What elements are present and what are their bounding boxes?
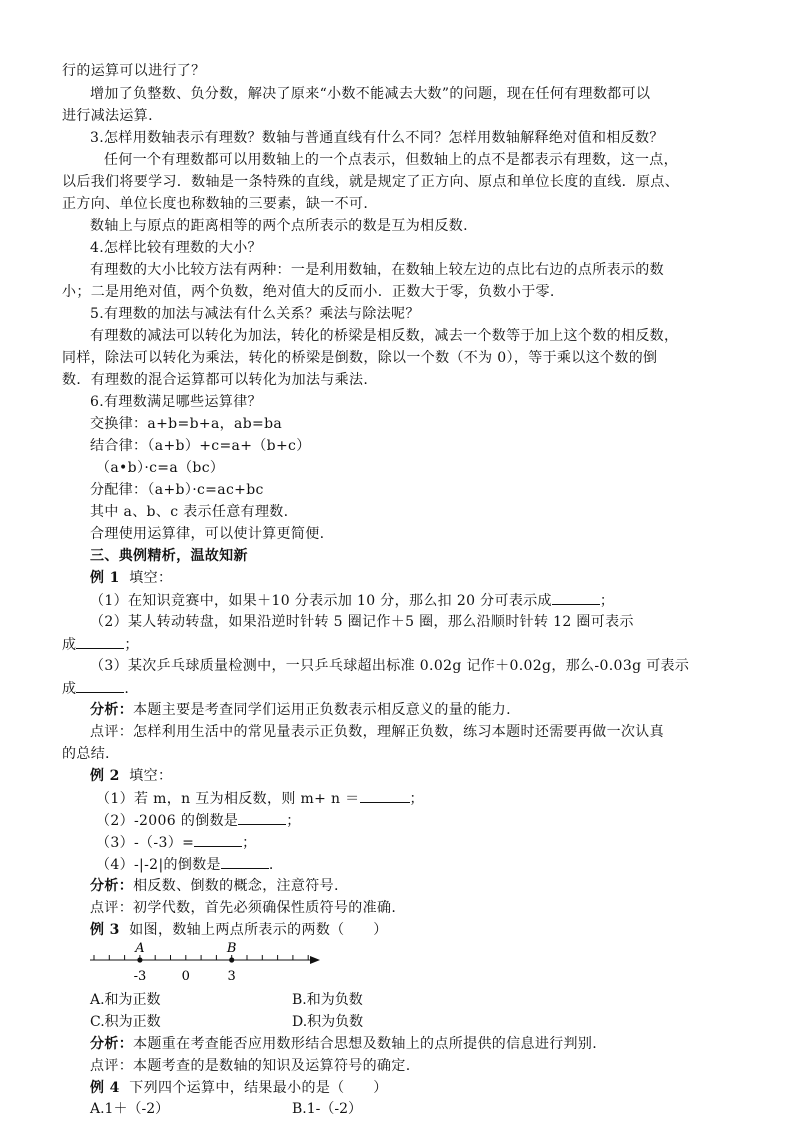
example-1-item-3: （3）某次乒乓球质量检测中，一只乒乓球超出标准 0.02g 记作＋0.02g，那么-0.03g 可表示 (90, 658, 690, 674)
question-5: 5.有理数的加法与减法有什么关系？乘法与除法呢？ (90, 306, 420, 322)
analysis-label: 分析： (90, 878, 134, 894)
item-text: 成 (62, 637, 77, 653)
section-heading: 三、典例精析，温故知新 (90, 548, 248, 564)
item-punct: . (268, 857, 274, 873)
example-1-item-3-cont (62, 678, 129, 699)
example-4-heading (90, 1078, 388, 1098)
point-a (137, 957, 142, 962)
item-text: 成 (62, 681, 77, 697)
example-2-heading (90, 766, 172, 786)
item-text: （3）-（-3）= (96, 835, 195, 851)
text-line: 同样，除法可以转化为乘法，转化的桥梁是倒数，除以一个数（不为 0），等于乘以这个数的倒 (62, 350, 658, 366)
example-1-comment: 点评：怎样利用生活中的常见量表示正负数，理解正负数，练习本题时还需要再做一次认真 (90, 724, 664, 740)
item-punct: ； (286, 813, 301, 829)
tick-label-0: 0 (181, 969, 190, 984)
item-text: （2）-2006 的倒数是 (96, 813, 239, 829)
example-1-item-2: （2）某人转动转盘，如果沿逆时针转 5 圈记作＋5 圈，那么沿顺时针转 12 圈可表示 (90, 614, 634, 630)
item-text: （4）-|-2|的倒数是 (96, 857, 221, 873)
question-3: 3.怎样用数轴表示有理数？数轴与普通直线有什么不同？怎样用数轴解释绝对值和相反数？ (90, 130, 664, 146)
item-punct: ； (599, 593, 615, 609)
example-1-comment-cont: 的总结. (62, 746, 110, 762)
text-line: 正方向、单位长度也称数轴的三要素，缺一不可. (62, 196, 369, 212)
answer-blank[interactable] (76, 678, 124, 693)
point-b-label: B (226, 941, 237, 956)
analysis-label: 分析： (90, 702, 134, 718)
text-line: 行的运算可以进行了？ (62, 63, 206, 79)
example-prompt: 填空： (129, 768, 173, 784)
example-prompt: 填空： (129, 570, 173, 586)
point-b (229, 957, 234, 962)
ex4-option-a[interactable]: A.1＋（-2） (90, 1101, 170, 1117)
option-d[interactable]: D.积为负数 (292, 1014, 364, 1030)
example-2-item-2 (96, 810, 301, 831)
text-line: 其中 a、b、c 表示任意有理数. (90, 504, 289, 520)
item-punct: ； (409, 791, 424, 807)
item-text: （1）若 m，n 互为相反数，则 m+ n ＝ (96, 791, 360, 807)
answer-blank[interactable] (76, 634, 124, 649)
item-punct: ； (242, 835, 257, 851)
answer-blank[interactable] (238, 810, 286, 825)
example-2-comment: 点评：初学代数，首先必须确保性质符号的准确. (90, 900, 397, 916)
item-text: （1）在知识竞赛中，如果＋10 分表示加 10 分，那么扣 20 分可表示成 (90, 593, 552, 609)
answer-blank[interactable] (221, 854, 269, 869)
item-punct: . (124, 681, 130, 697)
law-associative-mult: （a•b）·c=a（bc） (96, 460, 225, 476)
ex4-option-b[interactable]: B.1-（-2） (292, 1101, 363, 1117)
text-line: 进行减法运算. (62, 108, 153, 124)
text-line: 增加了负整数、负分数，解决了原来“小数不能减去大数”的问题，现在任何有理数都可以 (90, 86, 651, 102)
number-line-figure (88, 940, 328, 994)
option-c[interactable]: C.积为正数 (90, 1014, 161, 1030)
example-2-item-1 (96, 788, 424, 809)
example-2-analysis (90, 876, 339, 896)
example-title: 例 2 (90, 768, 120, 784)
item-punct: ； (124, 637, 139, 653)
example-1-item-1 (90, 590, 614, 611)
example-3-comment: 点评：本题考查的是数轴的知识及运算符号的确定. (90, 1058, 411, 1074)
example-1-analysis (90, 700, 511, 720)
answer-blank[interactable] (194, 832, 242, 847)
example-prompt: 下列四个运算中，结果最小的是（ ） (129, 1080, 388, 1096)
point-a-label: A (135, 941, 145, 956)
tick-marks (94, 955, 308, 960)
answer-blank[interactable] (552, 590, 600, 605)
example-2-item-3 (96, 832, 257, 853)
example-1-item-2-cont (62, 634, 139, 655)
example-1-heading (90, 568, 172, 588)
question-4: 4.怎样比较有理数的大小？ (90, 240, 262, 256)
text-line: 有理数的减法可以转化为加法，转化的桥梁是相反数，减去一个数等于加上这个数的相反数， (90, 328, 679, 344)
law-distributive: 分配律：（a+b）·c=ac+bc (90, 482, 264, 498)
analysis-label: 分析： (90, 1036, 134, 1052)
example-title: 例 1 (90, 570, 120, 586)
option-b[interactable]: B.和为负数 (292, 992, 363, 1008)
example-3-analysis (90, 1034, 597, 1054)
text-line: 任何一个有理数都可以用数轴上的一个点表示，但数轴上的点不是都表示有理数，这一点， (104, 152, 678, 168)
tick-label-3: 3 (227, 969, 236, 984)
example-prompt: 如图，数轴上两点所表示的两数（ ） (129, 922, 388, 938)
law-commutative: 交换律：a+b=b+a，ab=ba (90, 416, 283, 432)
text-line: 数．有理数的混合运算都可以转化为加法与乘法. (62, 372, 369, 388)
law-associative: 结合律：（a+b）+c=a+（b+c） (90, 438, 311, 454)
arrow-right-icon (310, 956, 320, 964)
example-2-item-4 (96, 854, 274, 875)
text-line: 小；二是用绝对值，两个负数，绝对值大的反而小．正数大于零，负数小于零. (62, 284, 555, 300)
analysis-text: 本题重在考查能否应用数形结合思想及数轴上的点所提供的信息进行判别. (133, 1036, 598, 1052)
text-line: 数轴上与原点的距离相等的两个点所表示的数是互为相反数. (90, 218, 468, 234)
text-line: 有理数的大小比较方法有两种：一是利用数轴，在数轴上较左边的点比右边的点所表示的数 (90, 262, 664, 278)
text-line: 合理使用运算律，可以使计算更简便. (90, 526, 325, 542)
example-3-heading (90, 920, 388, 940)
example-title: 例 4 (90, 1080, 120, 1096)
analysis-text: 本题主要是考查同学们运用正负数表示相反意义的量的能力. (133, 702, 511, 718)
analysis-text: 相反数、倒数的概念，注意符号. (133, 878, 339, 894)
tick-label-minus-3: -3 (133, 969, 147, 984)
answer-blank[interactable] (360, 788, 410, 803)
example-title: 例 3 (90, 922, 120, 938)
question-6: 6.有理数满足哪些运算律？ (90, 394, 262, 410)
text-line: 以后我们将要学习．数轴是一条特殊的直线，就是规定了正方向、原点和单位长度的直线．原点、 (62, 174, 680, 190)
option-a[interactable]: A.和为正数 (90, 992, 161, 1008)
